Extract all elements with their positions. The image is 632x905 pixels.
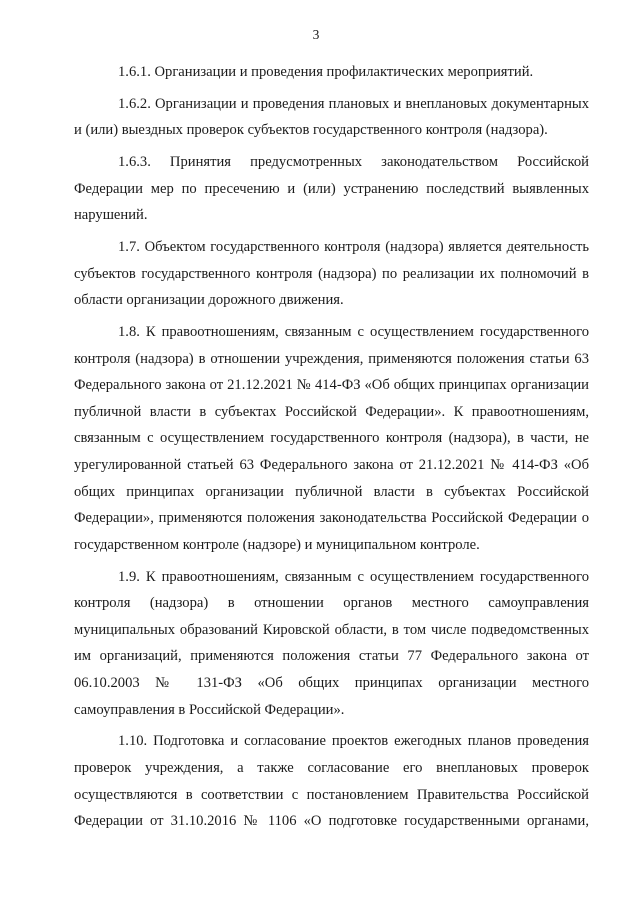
page-number: 3	[312, 27, 320, 42]
paragraph-1-6-1: 1.6.1. Организации и проведения профилактических мероприятий.	[118, 64, 534, 80]
paragraph-1-9: 1.9. К правоотношениям, связанным с осуществлением государственного контроля (надзора) в отношении органов местного самоуправления муниципальных образований Кировской области, в том числе подведомственных им организаций, применяются положения статьи 77 Федерального закона от 06.10.2003 № 131-ФЗ «Об общих принципах организации местного самоуправления в Российской Федерации».	[74, 568, 589, 718]
paragraph-1-6-3: 1.6.3. Принятия предусмотренных законодательством Российской Федерации мер по пресечению и (или) устранению последствий выявленных нарушений.	[74, 154, 589, 224]
paragraph-1-8: 1.8. К правоотношениям, связанным с осуществлением государственного контроля (надзора) в отношении учреждения, применяются положения статьи 63 Федерального закона от 21.12.2021 № 414-ФЗ «Об общих принципах организации публичной власти в субъектах Российской Федерации». К правоотношениям, связанным с осуществлением государственного контроля (надзора), в части, не урегулированной статьей 63 Федерального закона от 21.12.2021 № 414-ФЗ «Об общих принципах организации публичной власти в субъектах Российской Федерации», применяются положения законодательства Российской Федерации о государственном контроле (надзоре) и муниципальном контроле.	[74, 324, 589, 553]
paragraph-1-7: 1.7. Объектом государственного контроля (надзора) является деятельность субъектов государственного контроля (надзора) по реализации их полномочий в области организации дорожного движения.	[74, 239, 589, 309]
document-body	[74, 59, 589, 835]
paragraph-1-6-2: 1.6.2. Организации и проведения плановых и внеплановых документарных и (или) выездных проверок субъектов государственного контроля (надзора).	[74, 95, 589, 139]
paragraph-1-10: 1.10. Подготовка и согласование проектов ежегодных планов проведения проверок учреждения, а также согласование его внеплановых проверок осуществляются в соответствии с постановлением Правительства Российской Федерации от 31.10.2016 № 1106 «О подготовке государственными органами,	[74, 733, 589, 830]
